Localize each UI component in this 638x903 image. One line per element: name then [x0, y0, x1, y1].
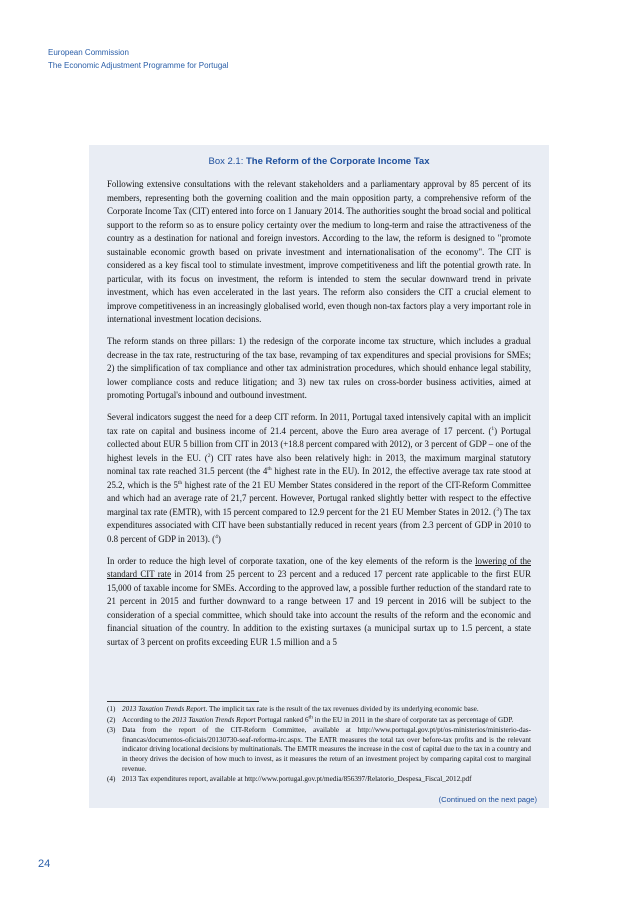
ordinal-suffix: th: [177, 479, 183, 486]
box-body: [107, 178, 531, 658]
p3-part-g: ): [217, 533, 221, 544]
footnote-number: (3): [107, 726, 116, 735]
ordinal-suffix: th: [267, 466, 272, 473]
footnote-italic: 2013 Taxation Trends Report: [172, 715, 256, 724]
footnote-text: Data from the report of the CIT-Reform Committee, available at http://www.portugal.gov.pt/pt/os-ministerios/ministerio-das-financas/documentos-oficiais/20130730-seaf-reforma-irc.aspx. The EATR measures the total tax over before-tax profits and is the relevant indicator driving locational decisions by multinationals. The EMTR measures the increase in the cost of capital due to the tax in a country and in theory drives the decision of how much to invest, as it measures the return of an investment project by comparing capital cost to marginal revenue.: [122, 726, 531, 773]
footnote-text: [122, 716, 531, 726]
p3-part-f: ) The tax expenditures associated with CIT have been substantially reduced in recent years (from 2.3 percent of GDP in 2010 to 0.8 percent of GDP in 2013). (: [107, 506, 531, 544]
running-header: [48, 46, 229, 72]
p3-part-b: ) Portugal collected about EUR 5 billion from CIT in 2013 (+18.8 percent compared with 2012), or 3 percent of GDP – one of the highest levels in the EU. (: [107, 425, 531, 463]
footnote-ref-3: 3: [496, 506, 499, 513]
p3-part-c: ) CIT rates have also been relatively high: in 2013, the maximum marginal statutory nominal tax rate reached 31.5 percent (the 4: [107, 452, 531, 476]
box-title-text: The Reform of the Corporate Income Tax: [245, 156, 430, 167]
footnote-italic: 2013 Taxation Trends Report: [122, 705, 206, 713]
footnote-text: [122, 705, 531, 715]
continued-note: (Continued on the next page): [438, 795, 537, 804]
paragraph-3: [107, 411, 531, 546]
footnote-number: (4): [107, 775, 116, 784]
paragraph-2: The reform stands on three pillars: 1) the redesign of the corporate income tax structure, which includes a gradual decrease in the tax rate, restructuring of the tax base, revamping of tax expenditures and special provisions for SMEs; 2) the simplification of tax compliance and other tax administration procedures, which should enhance legal stability, lower compliance costs and reduce litigation; and 3) new tax rules on cross-border business activities, aimed at promoting Portugal's inbound and outbound investment.: [107, 336, 531, 400]
footnote-ref-2: 2: [207, 452, 211, 459]
footnotes: [107, 705, 531, 786]
footnote-body: . The implicit tax rate is the result of the tax revenues divided by its underlying economic base.: [205, 705, 479, 713]
footnote-body: Portugal ranked 6: [255, 715, 309, 724]
box-label: Box 2.1:: [208, 156, 246, 167]
footnote-number: (1): [107, 705, 116, 713]
paragraph-1: Following extensive consultations with the relevant stakeholders and a parliamentary approval by 85 percent of its members, representing both the governing coalition and the main opposition party, a comprehensive reform of the Corporate Income Tax (CIT) entered into force on 1 January 2014. The authorities sought the broad social and political support to the reform so as to ensure policy certainty over the medium to long-term and raise the attractiveness of the country as a destination for national and foreign investors. According to the law, the reform is designed to "promote sustainable economic growth based on private investment and internationalisation of the economy". The CIT is considered as a key fiscal tool to stimulate investment, improve competitiveness and lift the potential growth rate. In particular, with its focus on investment, the reform is intended to stem the secular downward trend in private investment, which has even accelerated in the last years. The reform also considers the CIT a crucial element to improve competitiveness in an increasingly globalised world, even though non-tax factors play a very important role in international investment location decisions.: [107, 179, 531, 324]
p3-part-a: Several indicators suggest the need for a deep CIT reform. In 2011, Portugal taxed intensively capital with an implicit tax rate on capital and business income of 21.4 percent, above the Euro area average of 17 percent. (: [107, 412, 531, 436]
page-number: 24: [38, 858, 51, 870]
footnote-1: [107, 705, 531, 715]
underlined-phrase: lowering of the standard CIT rate: [107, 555, 531, 579]
box-2-1: [89, 145, 549, 808]
paragraph-4: [107, 555, 531, 650]
p3-part-e: highest rate of the 21 EU Member States considered in the report of the CIT-Reform Committee and which had an average rate of 21,7 percent. However, Portugal ranked slightly better with respect to the effective marginal tax rate (EMTR), with 15 percent compared to 12.9 percent for the 21 EU Member States in 2012. (: [107, 479, 531, 517]
p3-part-d: highest rate in the EU). In 2012, the effective average tax rate stood at 25.2, which is the 5: [107, 466, 531, 490]
footnote-3: [107, 726, 531, 774]
box-title: [89, 156, 549, 167]
footnote-divider: [107, 701, 259, 702]
footnote-4: [107, 775, 531, 785]
header-org: European Commission: [48, 48, 129, 57]
footnote-post: in the EU in 2011 in the share of corporate tax as percentage of GDP.: [312, 715, 514, 724]
footnote-ref-1: 1: [491, 425, 495, 432]
footnote-ref-4: 4: [215, 533, 218, 540]
footnote-2: [107, 716, 531, 726]
footnote-number: (2): [107, 715, 116, 724]
p4-part-b: in 2014 from 25 percent to 23 percent and a reduced 17 percent rate applicable to the first EUR 15,000 of taxable income for SMEs. According to the approved law, a possible further reduction of the standard rate to 21 percent in 2015 and further downward to a range between 17 and 19 percent in 2016 will be subject to the consideration of a special committee, which should take into account the results of the reform and the economic and financial situation of the country. In addition to the existing surtaxes (a municipal surtax up to 1.5 percent, a state surtax of 3 percent on profits exceeding EUR 1.5 million and a 5: [107, 569, 531, 647]
p4-part-a: In order to reduce the high level of corporate taxation, one of the key elements of the reform is the: [107, 555, 476, 566]
ordinal-suffix: th: [308, 714, 313, 721]
header-programme: The Economic Adjustment Programme for Portugal: [48, 61, 229, 70]
footnote-text: 2013 Tax expenditures report, available at http://www.portugal.gov.pt/media/856397/Relatorio_Despesa_Fiscal_2012.pdf: [122, 775, 472, 784]
footnote-pre: According to the: [122, 715, 173, 724]
